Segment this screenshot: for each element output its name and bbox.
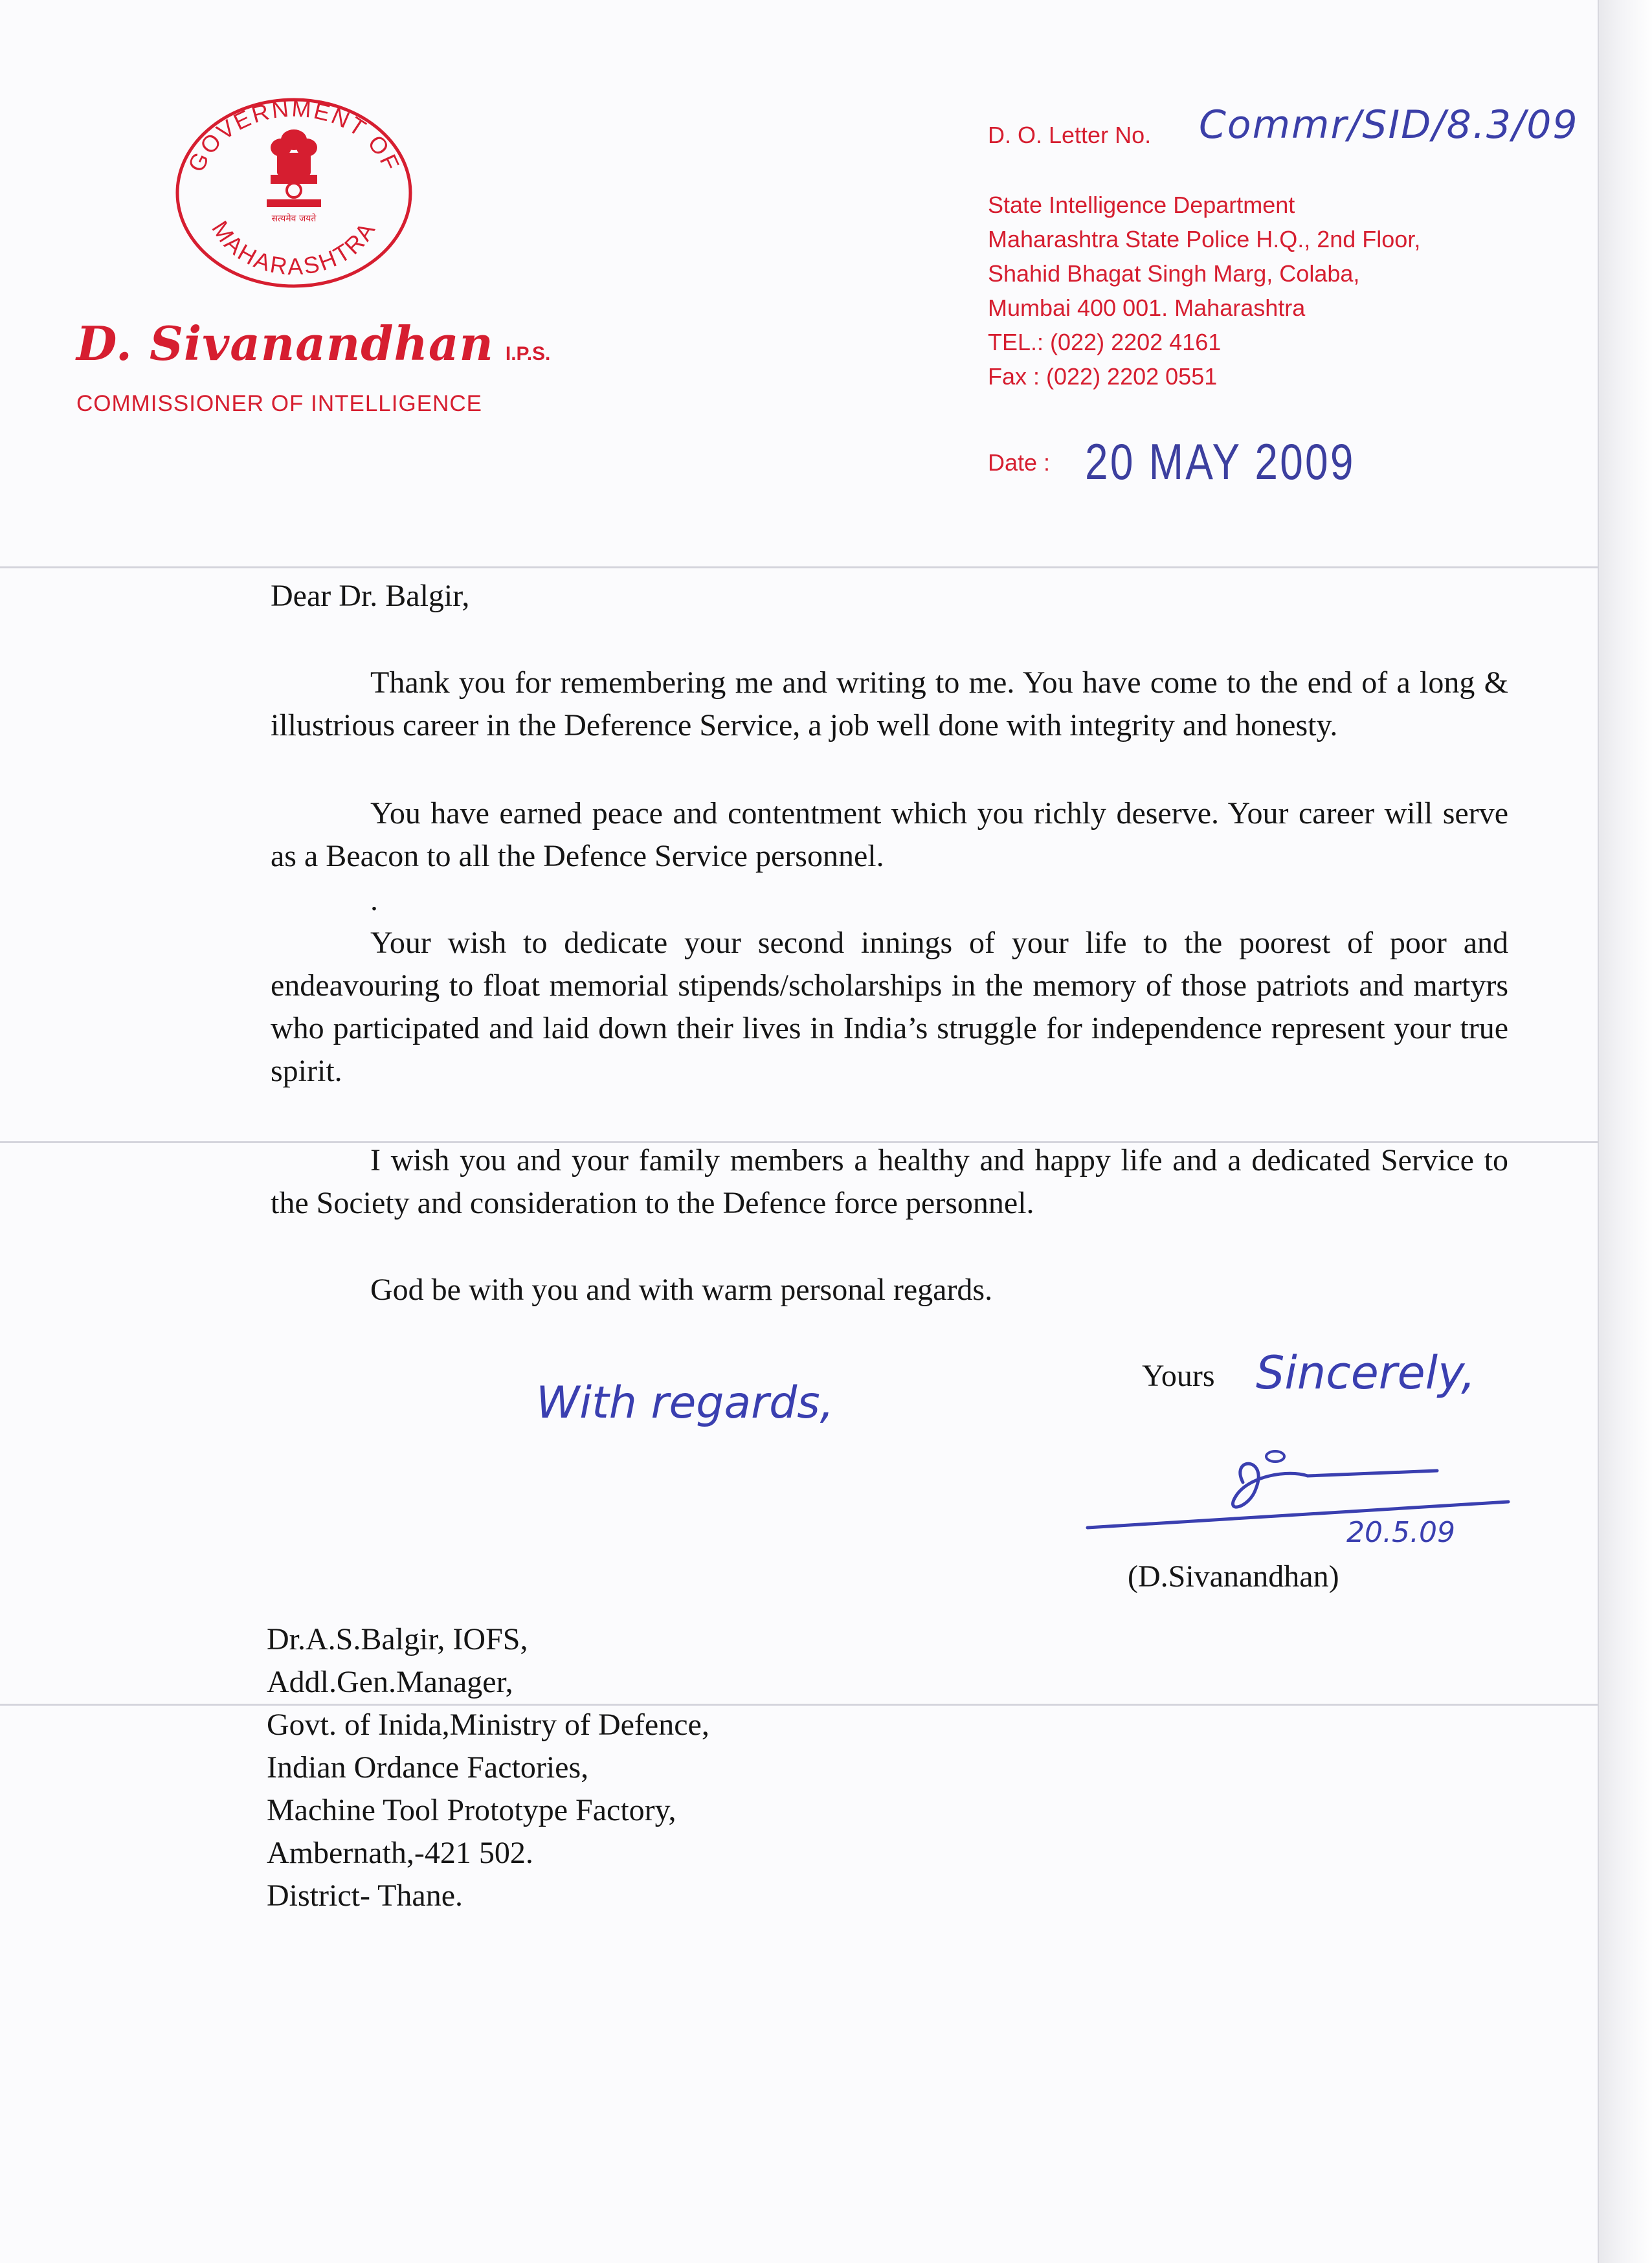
lion-capital-icon bbox=[267, 129, 321, 207]
office-address bbox=[988, 188, 1420, 394]
letter-number-handwritten: Commr/SID/8.3/09 bbox=[1199, 102, 1579, 148]
fold-line bbox=[0, 566, 1598, 568]
addressee-block bbox=[267, 1618, 709, 1917]
address-line: Mumbai 400 001. Maharashtra bbox=[988, 295, 1306, 321]
addressee-line: Machine Tool Prototype Factory, bbox=[267, 1793, 676, 1827]
address-line: Shahid Bhagat Singh Marg, Colaba, bbox=[988, 260, 1360, 287]
letter-number-label: D. O. Letter No. bbox=[988, 122, 1152, 148]
paragraph-1: Thank you for remembering me and writing to me. You have come to the end of a long & illustrious career in the Deference Service, a job well done with integrity and honesty. bbox=[271, 665, 1508, 742]
addressee-line: Govt. of Inida,Ministry of Defence, bbox=[267, 1708, 709, 1742]
closing-yours: Yours bbox=[1142, 1359, 1215, 1393]
officer-name-script: D. Sivanandhan bbox=[76, 316, 494, 371]
separator-dot: . bbox=[370, 883, 378, 917]
addressee-line: Ambernath,-421 502. bbox=[267, 1836, 533, 1870]
handwritten-sincerely: Sincerely, bbox=[1256, 1346, 1476, 1399]
paragraph-3: Your wish to dedicate your second innings of your life to the poorest of poor and endeavouring to float memorial stipends/scholarships in the memory of those patriots and martyrs who participated and laid down their lives in India’s struggle for independence represent your true spirit. bbox=[271, 926, 1508, 1088]
signatory-name: (D.Sivanandhan) bbox=[1128, 1559, 1339, 1594]
svg-text:GOVERNMENT OF: GOVERNMENT OF bbox=[182, 96, 406, 176]
addressee-line: Addl.Gen.Manager, bbox=[267, 1665, 513, 1699]
handwritten-date: 20.5.09 bbox=[1346, 1516, 1455, 1549]
addressee-line: District- Thane. bbox=[267, 1878, 463, 1913]
ips-suffix: I.P.S. bbox=[505, 343, 551, 364]
salutation: Dear Dr. Balgir, bbox=[271, 579, 470, 613]
page-edge bbox=[1598, 0, 1652, 2263]
paragraph-4: I wish you and your family members a healthy and happy life and a dedicated Service to the Society and consideration to the Defence force personnel. bbox=[271, 1143, 1508, 1220]
fold-line bbox=[0, 1704, 1598, 1706]
addressee-line: Indian Ordance Factories, bbox=[267, 1750, 589, 1785]
paragraph-5: God be with you and with warm personal regards. bbox=[370, 1273, 993, 1307]
phone-number: TEL.: (022) 2202 4161 bbox=[988, 329, 1222, 355]
address-line: State Intelligence Department bbox=[988, 192, 1295, 218]
fax-number: Fax : (022) 2202 0551 bbox=[988, 363, 1218, 390]
government-emblem-seal bbox=[173, 96, 414, 290]
addressee-line: Dr.A.S.Balgir, IOFS, bbox=[267, 1622, 528, 1656]
date-stamp: 20 MAY 2009 bbox=[1085, 433, 1356, 490]
paragraph-2: You have earned peace and contentment which you richly deserve. Your career will serve as a Beacon to all the Defence Service personnel. bbox=[271, 796, 1508, 873]
officer-name bbox=[76, 316, 550, 371]
date-label: Date : bbox=[988, 449, 1051, 476]
svg-text:MAHARASHTRA: MAHARASHTRA bbox=[206, 216, 381, 280]
emblem-motto: सत्यमेव जयते bbox=[271, 214, 317, 224]
handwritten-note: With regards, bbox=[536, 1377, 834, 1429]
address-line: Maharashtra State Police H.Q., 2nd Floor, bbox=[988, 226, 1421, 252]
officer-designation: COMMISSIONER OF INTELLIGENCE bbox=[76, 391, 482, 416]
signature bbox=[1075, 1431, 1528, 1560]
